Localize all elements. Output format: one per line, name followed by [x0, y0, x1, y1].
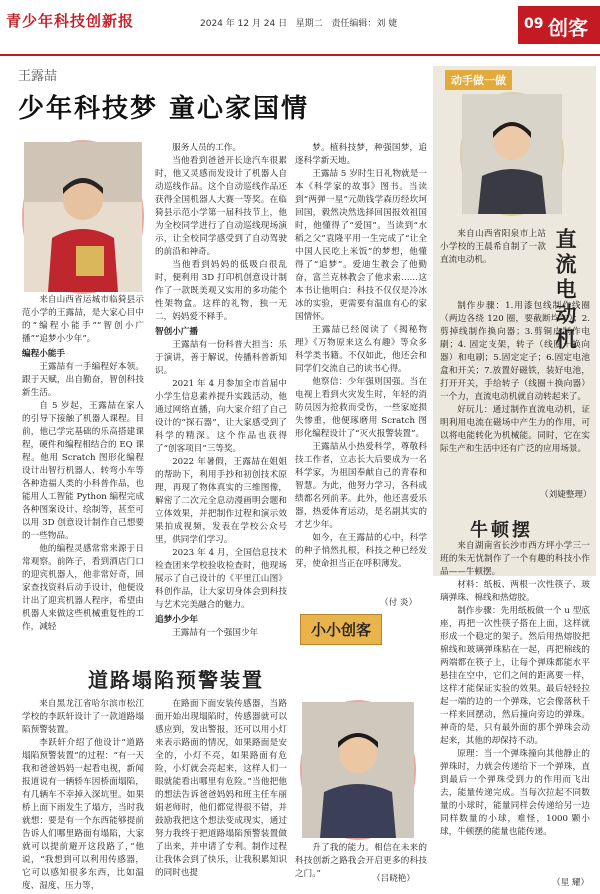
paragraph: 梦。植科技梦，种强国梦，追逐科学新天地。 — [295, 143, 427, 166]
paragraph: 升了我的能力。相信在未来的科技创新之路我会开启更多的科技之门。” — [295, 843, 427, 879]
paragraph: 王露喆有一个强国少年 — [172, 628, 259, 638]
article3-title: 牛顿摆 — [470, 520, 533, 541]
article1-col3 — [295, 142, 427, 594]
paragraph: 2021 年 4 月参加全市首届中小学生信息素养提升实践活动，他通过网络直播，向大家介绍了自己设计的“探石器”，让大家感受到了科学的精深。这个作品也获得了“创客项目”三等奖。 — [155, 379, 287, 454]
student-portrait-icon — [462, 94, 562, 214]
editor: 责任编辑：刘 婕 — [331, 19, 398, 29]
sidebar-photo — [460, 92, 564, 216]
date: 2024 年 12 月 24 日 — [200, 19, 288, 29]
article1-author: 王露喆 — [18, 69, 58, 84]
paragraph: 他的编程灵感常常来源于日常观察。前阵子，看到酒店门口的迎宾机器人，他非常好奇，回家查找资料后动手设计，他便设计出了迎宾机器人程序，希望由机器人来做这些机械重复性的工作，减轻 — [22, 544, 144, 632]
article1-credit: （付 炎） — [380, 598, 418, 608]
sidebar-body — [440, 300, 590, 500]
article1-title: 少年科技梦 童心家国情 — [18, 94, 310, 124]
article3-body — [440, 540, 590, 874]
article2-photo — [300, 700, 416, 840]
page-number: 09 — [524, 16, 544, 32]
sidebar-tag: 动手做一做 — [445, 70, 512, 90]
paragraph: 2023 年 4 月，全国信息技术检查团来学校验收检查时，他现场展示了自己设计的《平里江山图》科创作品，让大家切身体会到科技与艺术完美融合的魅力。 — [155, 548, 287, 610]
paragraph: 来自山西省阳泉市上站小学校的王晨希自制了一款直流电动机。 — [440, 229, 546, 265]
paragraph: 原理：当一个弹珠撞向其他静止的弹珠时，力就会传递给下一个弹珠，直到最后一个弹珠受到力的作用而飞出去，能量传递完成。当每次拉起不同数量的小球时，能量同样会传递给另一边同样数量的小球，难怪，1000 颗小球，牛顿摆的能量也能传递。 — [440, 749, 590, 837]
article2-title: 道路塌陷预警装置 — [88, 668, 264, 692]
article1-col1 — [22, 294, 144, 640]
paragraph: 材料：纸板、两根一次性筷子、玻璃弹珠、棉线和热熔胶。 — [440, 580, 590, 603]
article2-col1 — [22, 698, 144, 891]
paragraph: 2022 年暑假，王露喆在姐姐的帮助下，利用手抄和初创技术原理，再现了物体真实的三维图像，解密了二次元全息动漫画明会题和立体效果，并把制作过程和演示效果拍成视频，发表在学校公众号里，供同学们学习。 — [155, 457, 287, 545]
paragraph: 来自黑龙江省哈尔滨市松江学校的李跃轩设计了一款道路塌陷预警装置。 — [22, 699, 144, 735]
student-portrait-icon — [302, 702, 414, 838]
article2-credit: （吕晓艳） — [372, 874, 415, 884]
article3-credit: （星 耀） — [552, 878, 590, 888]
paragraph: 他察信：少年强则国强。当在电视上看到火灾发生时，年轻的消防员因为抢救而受伤，一些家庭损失惨重，他便琢磨用 Scratch 图形化编程设计了“灭火报警装置”。 — [295, 377, 427, 439]
section-badge — [518, 6, 600, 44]
article1-photo — [22, 140, 144, 294]
subheading: 智创小广播 — [155, 327, 198, 337]
paragraph: 在路面下面安装传感器，当路面开始出现塌陷时，传感器就可以感应到，发出警报，还可以用小灯来表示路面的情况，如果路面是安全的，小灯不亮，如果路面有危险，小灯就会亮起来，这样人们一眼就能看出哪里有危险。”当他把他的想法告诉爸爸妈妈和班主任车丽娟老师时，他们都觉得很不错，并鼓励我把这个想法变成现实，通过努力我终于把道路塌陷预警装置做了出来，并申请了专利。制作过程让我体会到了快乐，让我积累知识的同时也提 — [155, 699, 287, 878]
subheading: 编程小能手 — [22, 349, 65, 359]
paragraph: 王露喆已经阅读了《揭秘物理》《万物原来这么有趣》等众多科学类书籍。不仅如此，他还会和同学们交流自己的读书心得。 — [295, 325, 427, 374]
paragraph: 王露喆有一份科普大担当：乐于演讲，善于解说，传播科普新知识。 — [155, 340, 287, 376]
paragraph: 制作步骤：1.用漆包线制作线圈（两边各绕 120 圈，要截断均匀）；2. 剪掉线制作换向器；3.剪铜皮制作电刷；4. 固定支架，转子（线圈＋换向器）和电刷；5.固定定子；6.固定电池盒和开关；7.放置好磁铁，装好电池，打开开关，手给转子（线圈＋换向器）一个力，直流电动机就自动转起来了。 — [440, 301, 590, 402]
paragraph: 王露喆 5 岁时生日礼物就是一本《科学家的故事》图书。当读到“两弹一星”元勋钱学森历经坎坷回国，毅然决然选择回国报效祖国时，他懂得了“爱国”。当读到“水稻之父”袁隆平用一生完成了“让全中国人民吃上米饭”的梦想，他懂得了“追梦”。爱迪生教会了他勤奋，富兰克林教会了他求索……这本书让他明白：科技不仅仅是冷冰冰的实验，更需要有温血有心的家国情怀。 — [295, 169, 427, 322]
paragraph: 好玩儿：通过制作直流电动机，证明利用电流在磁场中产生力的作用，可以将电能转化为机械能。同时，它在实际生产和生活中还有广泛的应用场景。 — [440, 405, 590, 454]
sidebar-credit: （刘婕整理） — [540, 490, 592, 500]
masthead: 青少年科技创新报 — [6, 12, 135, 30]
paragraph: 王露喆有一手编程好本领。跟于天赋，出自勤奋，智创科技新生活。 — [22, 362, 144, 398]
paragraph: 王露喆从小热爱科学，尊敬科技工作者，立志长大后要成为一名科学家，为祖国奉献自己的青春和智慧。为此，他努力学习，各科成绩都名列前茅。此外，他还喜爱乐器，热爱体育运动，是名副其实的才艺少年。 — [295, 442, 427, 530]
student-portrait-icon — [24, 142, 142, 292]
article2-col2 — [155, 698, 287, 888]
dateline — [200, 16, 397, 29]
paragraph: 当他看到妈妈的低吸白很乱时，便利用 3D 打印机创意设计制作了一款既美观又实用的多功能个性架物盒。这样的礼物，独一无二，妈妈爱不释手。 — [155, 260, 287, 322]
paragraph: 自 5 岁起，王露喆在家人的引导下接触了机器人课程。目前，他已学完基础的乐高搭建课程，硬件和编程相结合的 EQ 课程。他用 Scratch 图形化编程设计出智行机器人、转弯小车等各种造福人类的小科普作品，也能用人工智能 Python 编程完成各种图案设计、绘制等，甚至可以用 3D 创意设计制作自己想要的一些物品。 — [22, 401, 144, 541]
weekday: 星期二 — [295, 19, 323, 29]
paragraph: 制作步骤：先用纸板做一个 u 型底座，再把一次性筷子搭在上面，这样就形成一个稳定的架子。然后用热熔胶把棉线和玻璃弹珠粘在一起，再把棉线的两端都在筷子上，让每个弹珠都能水平悬挂在空中，它们之间的距离要一样，这样才能保证实验的效果。最后轻轻拉起一端的边的一个弹珠，它会像落秋千一样来回摆动，然后撞向旁边的弹珠。神奇的是，只有最外面的那个弹珠会动起来，其他的却保持不动。 — [440, 606, 590, 746]
paragraph: 服务人员的工作。 — [172, 143, 241, 153]
paragraph: 李跃轩介绍了他设计“道路塌陷预警装置”的过程：“有一天我和爸爸妈妈一起看电视，新闻报道说有一辆轿车因桥面塌陷，有几辆车不幸掉入深坑里。如果桥上面下雨发生了塌方，当时我就想：要是有一个东西能够提前告诉人们哪里路面有塌陷，大家就可以提前避开这段路了，”他说，“我想到可以利用传感器，它可以感知很多东西，比如温度、湿度、压力等， — [22, 738, 144, 891]
paragraph: 如今，在王露喆的心中，科学的种子悄然扎根，科技之种已经发芽，使命担当正在呼积薄发。 — [295, 533, 427, 569]
paragraph: 当他看到爸爸开长途汽车很累时，他又灵感而发设计了机器人自动巡线作品。这个自动巡线作品还获得全国机器人大赛一等奖。在临猗县示范小学第一届科技节上，他为全校同学进行了自动巡线现场演示，让全校同学感受到了自动驾驶的前沿和神奇。 — [155, 156, 287, 257]
paragraph: 来自湖南省长沙市西方坪小学三一班的朱无忧制作了一个有趣的科技小作品——牛顿摆。 — [440, 541, 590, 577]
sidebar-title: 直流电动机 — [553, 228, 578, 353]
subheading: 追梦小少年 — [155, 615, 198, 625]
paragraph: 来自山西省运城市临猗县示范小学的王露喆，是大家心目中的“编程小能手”“智创小广播”“追梦小少年”。 — [22, 295, 144, 344]
section-name: 创客 — [548, 16, 588, 40]
section-label: 小小创客 — [300, 614, 382, 645]
article1-col2 — [155, 142, 287, 642]
